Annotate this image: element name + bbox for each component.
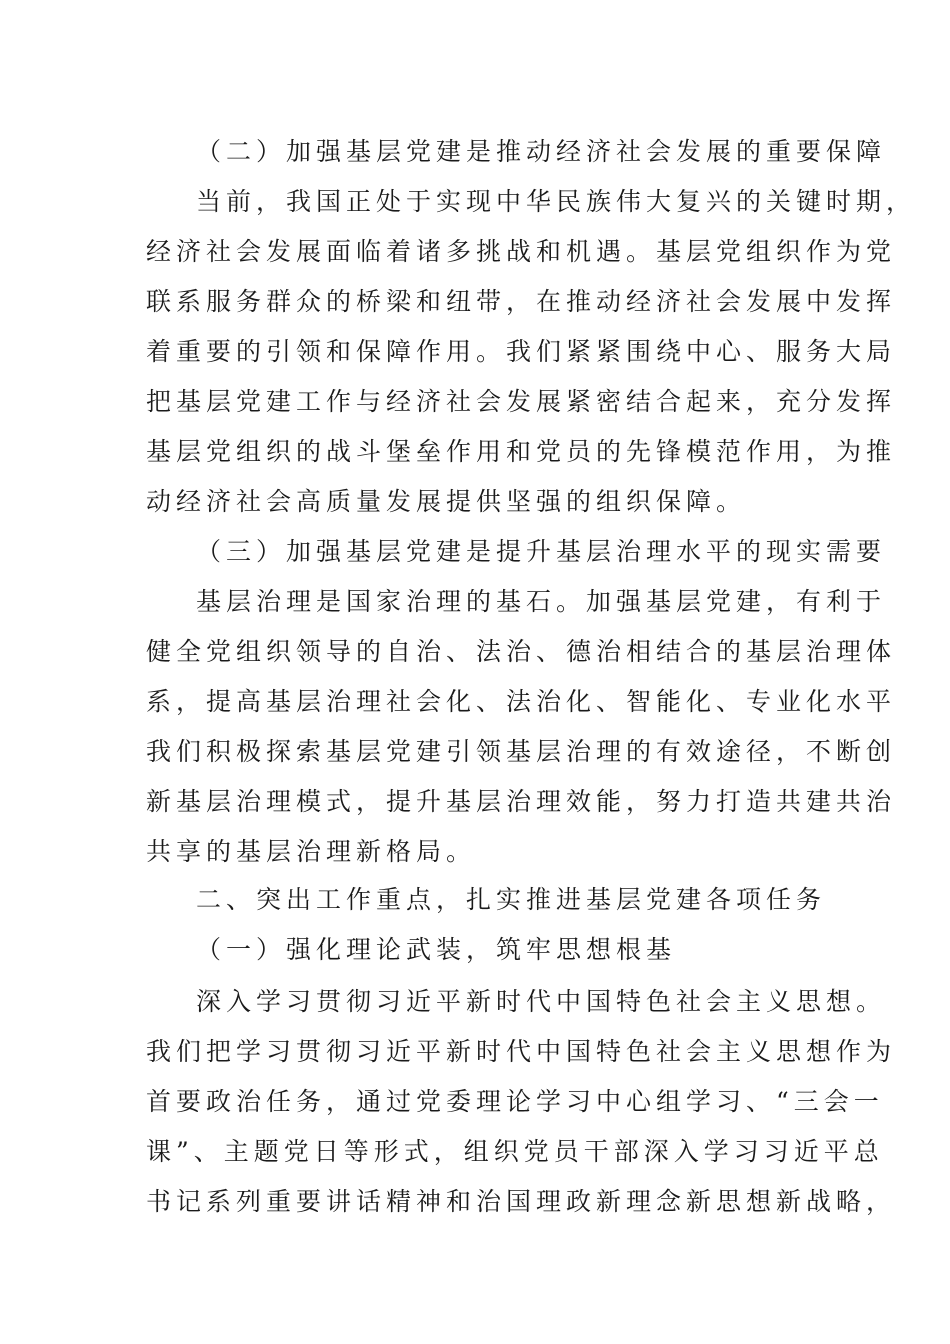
- chapter-heading-2: 二、突出工作重点，扎实推进基层党建各项任务: [196, 885, 827, 914]
- paragraph-line: 我们积极探索基层党建引领基层治理的有效途径，不断创: [146, 737, 897, 766]
- paragraph-line: 动经济社会高质量发展提供坚强的组织保障。: [146, 487, 747, 516]
- paragraph-line: 首要政治任务，通过党委理论学习中心组学习、“三会一: [146, 1087, 884, 1116]
- paragraph-line: 我们把学习贯彻习近平新时代中国特色社会主义思想作为: [146, 1037, 897, 1066]
- paragraph-line: 书记系列重要讲话精神和治国理政新理念新思想新战略，: [146, 1187, 897, 1216]
- section-heading-1: （一）强化理论武装，筑牢思想根基: [196, 935, 677, 964]
- paragraph-line: 新基层治理模式，提升基层治理效能，努力打造共建共治: [146, 787, 897, 816]
- section-heading-2: （二）加强基层党建是推动经济社会发展的重要保障: [196, 137, 887, 166]
- paragraph-line: 健全党组织领导的自治、法治、德治相结合的基层治理体: [146, 637, 897, 666]
- paragraph-line: 把基层党建工作与经济社会发展紧密结合起来，充分发挥: [146, 387, 897, 416]
- paragraph-line: 深入学习贯彻习近平新时代中国特色社会主义思想。: [196, 987, 887, 1016]
- paragraph-line: 当前，我国正处于实现中华民族伟大复兴的关键时期，: [196, 187, 917, 216]
- paragraph-line: 课”、主题党日等形式，组织党员干部深入学习习近平总: [146, 1137, 884, 1166]
- paragraph-line: 经济社会发展面临着诸多挑战和机遇。基层党组织作为党: [146, 237, 897, 266]
- paragraph-line: 共享的基层治理新格局。: [146, 837, 477, 866]
- paragraph-line: 基层治理是国家治理的基石。加强基层党建，有利于: [196, 587, 887, 616]
- paragraph-line: 联系服务群众的桥梁和纽带，在推动经济社会发展中发挥: [146, 287, 897, 316]
- section-heading-3: （三）加强基层党建是提升基层治理水平的现实需要: [196, 537, 887, 566]
- paragraph-line: 系，提高基层治理社会化、法治化、智能化、专业化水平: [146, 687, 897, 716]
- paragraph-line: 基层党组织的战斗堡垒作用和党员的先锋模范作用，为推: [146, 437, 897, 466]
- paragraph-line: 着重要的引领和保障作用。我们紧紧围绕中心、服务大局: [146, 337, 897, 366]
